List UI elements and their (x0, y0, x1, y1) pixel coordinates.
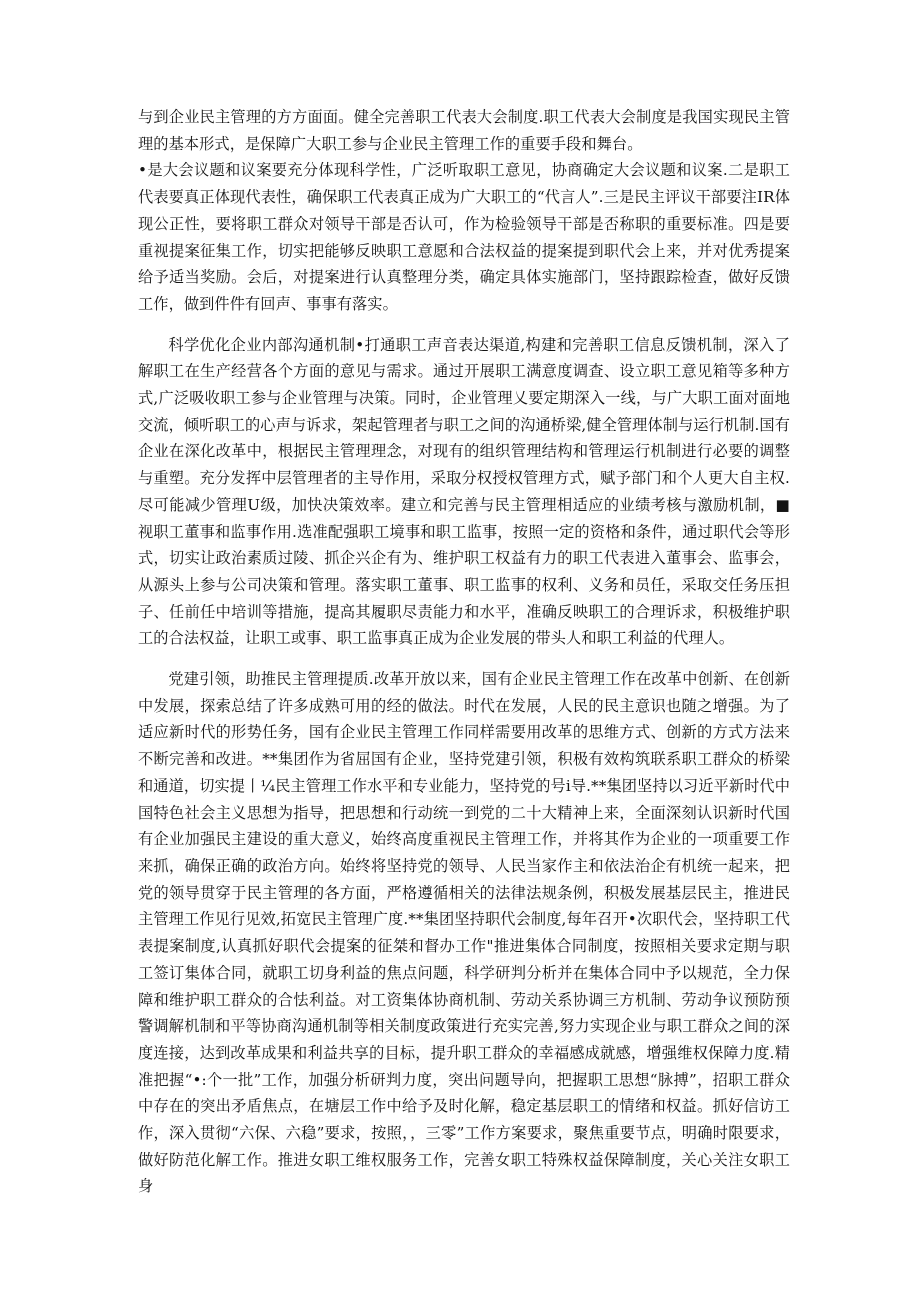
paragraph-2: •是大会议题和议案要充分体现科学性，广泛听取职工意见，协商确定大会议题和议案.二是职工代表要真正体现代表性，确保职工代表真正成为广大职工的“代言人”.三是民主评议干部要注IR体现公正性，要将职工群众对领导干部是否认可，作为检验领导干部是否称职的重要标准。四是要重视提案征集工作，切实把能够反映职工意愿和合法权益的提案提到职代会上来，并对优秀提案给予适当奖励。会后，对提案进行认真整理分类，确定具体实施部门，坚持跟踪检查，做好反馈工作，做到件件有回声、事事有落实。 (138, 161, 790, 313)
paragraph-1: 与到企业民主管理的方方面面。健全完善职工代表大会制度.职工代表大会制度是我国实现民主管理的基本形式，是保障广大职工参与企业民主管理工作的重要手段和舞台。 (138, 108, 790, 153)
paragraph-4: 党建引领，助推民主管理提质.改革开放以来，国有企业民主管理工作在改革中创新、在创新中发展，探索总结了许多成熟可用的经的做法。时代在发展，人民的民主意识也随之增强。为了适应新时代的形势任务，国有企业民主管理工作同样需要用改革的思维方式、创新的方式方法来不断完善和改进。**集团作为省屈国有企业，坚持党建引领，积极有效构筑联系职工群众的桥梁和通道，切实提丨¼民主管理工作水平和专业能力，坚持党的号i导.**集团坚持以习近平新时代中国特色社会主义思想为指导，把思想和行动统一到党的二十大精神上来，全面深刻认识新时代国有企业加强民主建设的重大意义，始终高度重视民主管理工作，并将其作为企业的一项重要工作来抓，确保正确的政治方向。始终将坚持党的领导、人民当家作主和依法治企有机统一起来，把党的领导贯穿于民主管理的各方面，严格遵循相关的法律法规条例，积极发展基层民主，推进民主管理工作见行见效,拓宽民主管理广度.**集团坚持职代会制度,每年召开•次职代会，坚持职工代表提案制度,认真抓好职代会提案的征桀和督办工作"推进集体合同制度，按照相关要求定期与职工签订集体合同，就职工切身利益的焦点问题，科学研判分析并在集体合同中予以规范，全力保障和维护职工群众的合怯利益。对工资集体协商机制、劳动关系协调三方机制、劳动争议预防预警调解机制和平等协商沟通机制等相关制度政策进行充实完善,努力实现企业与职工群众之间的深度连接，达到改革成果和利益共享的目标，提升职工群众的幸福感成就感，增强维权保障力度.精准把握“•:个一批”工作，加强分析研判力度，突出问题导向，把握职工思想“脉搏”，招职工群众中存在的突出矛盾焦点，在塘层工作中给予及时化解，稳定基层职工的情绪和权益。抓好信访工作，深入贯彻“六保、六稳”要求，按照，，三零”工作方案要求，聚焦重要节点，明确时限要求，做好防范化解工作。推进女职工维权服务工作，完善女职工特殊权益保障制度，关心关注女职工身 (138, 670, 790, 1196)
paragraph-3: 科学优化企业内部沟通机制•打通职工声音表达渠道,构建和完善职工信息反馈机制，深入了解职工在生产经营各个方面的意见与需求。通过开展职工满意度调查、设立职工意见箱等多种方式,广泛吸收职工参与企业管理与决策。同时，企业管理乂要定期深入一线，与广大职工面对面地交流，倾听职工的心声与诉求，架起管理者与职工之间的沟通桥梁,健全管理体制与运行机制.国有企业在深化改革中，根据民主管理理念，对现有的组织管理结构和管理运行机制进行必要的调整与重塑。充分发挥中层管理者的主导作用，采取分权授权管理方式，赋予部门和个人更大自主权.尽可能减少管理U级，加快决策效率。建立和完善与民主管理相适应的业绩考核与激励机制，■视职工董事和监事作用.选准配强职工境事和职工监事，按照一定的资格和条件，通过职代会等形式，切实让政治素质过陵、抓企兴企有为、维护职工权益有力的职工代表进入董事会、监事会，从源头上参与公司决策和管理。落实职工董事、职工监事的权利、义务和员任，采取交任务压担子、任前任中培训等措施，提高其履职尽责能力和水平，准确反映职工的合理诉求，积极维护职工的合法权益，让职工或事、职工监事真正成为企业发展的带头人和职工利益的代理人。 (138, 335, 790, 648)
document-page (138, 104, 790, 1200)
paragraph-gap (138, 318, 790, 332)
paragraph-gap (138, 652, 790, 666)
